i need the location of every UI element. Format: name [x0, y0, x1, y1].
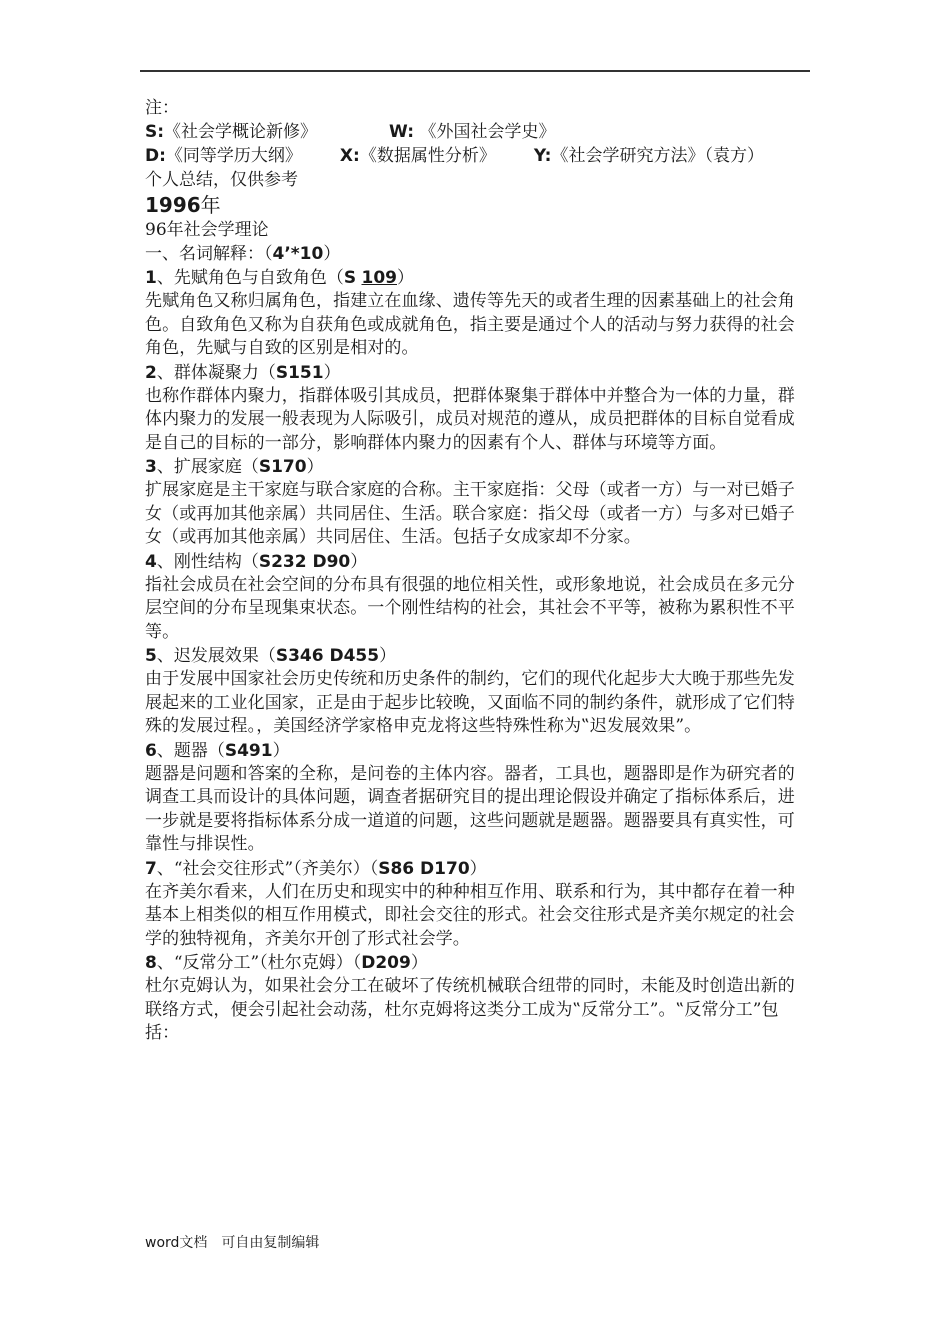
term-heading [145, 644, 810, 668]
term-number: 3 [145, 457, 157, 477]
reference-line-2 [145, 144, 810, 168]
term-title: 、题器（ [156, 740, 225, 761]
footer-note: 可自由复制编辑 [221, 1235, 320, 1251]
term-number: 6 [145, 740, 157, 761]
term-ref: S170 [258, 457, 307, 477]
year-number: 1996 [145, 193, 201, 217]
subtitle: 96年社会学理论 [145, 220, 269, 240]
page-footer [145, 1232, 319, 1252]
term-close: ） [272, 740, 290, 761]
term-ref: S151 [275, 362, 324, 383]
term-ref: S491 [224, 740, 273, 761]
ref-d-title: 《同等学历大纲》 [165, 146, 302, 166]
term-close: ） [306, 457, 324, 477]
ref-w-key: W: [389, 122, 415, 142]
ref-x-title: 《数据属性分析》 [359, 146, 496, 166]
term-close: ） [469, 858, 487, 879]
term-definition: 扩展家庭是主干家庭与联合家庭的合称。主干家庭指：父母（或者一方）与一对已婚子女（或再加其他亲属）共同居住、生活。联合家庭：指父母（或者一方）与多对已婚子女（或再加其他亲属）共同居住、生活。包括子女成家却不分家。 [145, 480, 795, 547]
term-title: 、迟发展效果（ [156, 646, 276, 666]
ref-y-title: 《社会学研究方法》（袁方） [551, 146, 764, 166]
ref-s-key: S: [145, 122, 165, 142]
term-ref: S232 D90 [258, 551, 351, 572]
header-rule [140, 70, 810, 72]
disclaimer: 个人总结，仅供参考 [145, 170, 298, 190]
term-title: 、扩展家庭（ [156, 457, 259, 477]
term-ref: S346 D455 [275, 646, 380, 666]
document-content [145, 96, 810, 1046]
term-definition: 由于发展中国家社会历史传统和历史条件的制约，它们的现代化起步大大晚于那些先发展起来的工业化国家，正是由于起步比较晚，又面临不同的制约条件，就形成了它们特殊的发展过程。，美国经济学家格申克龙将这些特殊性称为‟迟发展效果”。 [145, 669, 795, 736]
term-heading [145, 951, 810, 975]
term-heading [145, 857, 810, 881]
ref-s-title: 《社会学概论新修》 [164, 122, 318, 142]
term-definition: 指社会成员在社会空间的分布具有很强的地位相关性，或形象地说，社会成员在多元分层空间的分布呈现集束状态。一个刚性结构的社会，其社会不平等，被称为累积性不平等。 [145, 574, 795, 642]
term-heading [145, 739, 810, 763]
term-title: 、群体凝聚力（ [156, 362, 276, 383]
term-title: 、“社会交往形式”（齐美尔）（ [156, 858, 379, 879]
term-number: 7 [145, 858, 157, 879]
term-ref: S [343, 268, 357, 288]
term-definition: 题器是问题和答案的全称，是问卷的主体内容。器者，工具也，题器即是作为研究者的调查工具而设计的具体问题，调查者据研究目的提出理论假设并确定了指标体系后，进一步就是要将指标体系分成一道道的问题，这些问题就是题器。题器要具有真实性，可靠性与排误性。 [145, 763, 795, 854]
term-close: ） [350, 551, 368, 572]
ref-y-key: Y: [533, 146, 552, 166]
term-definition: 杜尔克姆认为，如果社会分工在破坏了传统机械联合纽带的同时，未能及时创造出新的联络方式，便会引起社会动荡，杜尔克姆将这类分工成为‟反常分工”。‟反常分工”包括： [145, 976, 795, 1043]
term-ref: D209 [361, 953, 411, 973]
term-close: ） [379, 646, 397, 666]
term-number: 1 [145, 268, 157, 288]
term-close: ） [410, 953, 428, 973]
ref-d-key: D: [145, 146, 166, 166]
year-heading [145, 192, 810, 218]
year-unit: 年 [200, 193, 221, 217]
term-number: 2 [145, 362, 157, 383]
term-ref: S86 D170 [378, 858, 470, 879]
term-heading [145, 361, 810, 385]
term-heading [145, 550, 810, 574]
term-title: 、“反常分工”（杜尔克姆）（ [156, 953, 362, 973]
ref-w-title: 《外国社会学史》 [419, 122, 556, 142]
term-definition: 先赋角色又称归属角色，指建立在血缘、遗传等先天的或者生理的因素基础上的社会角色。自致角色又称为自获角色或成就角色，指主要是通过个人的活动与努力获得的社会角色，先赋与自致的区别是相对的。 [145, 291, 795, 358]
ref-x-key: X: [339, 146, 360, 166]
term-ref-page: 109 [361, 268, 397, 288]
term-close: ） [397, 268, 414, 288]
section-suffix: ） [323, 244, 341, 264]
term-number: 8 [145, 953, 157, 973]
term-definition: 在齐美尔看来，人们在历史和现实中的种种相互作用、联系和行为，其中都存在着一种基本上相类似的相互作用模式，即社会交往的形式。社会交往形式是齐美尔规定的社会学的独特视角，齐美尔开创了形式社会学。 [145, 881, 795, 949]
note-label: 注： [145, 98, 179, 118]
term-close: ） [323, 362, 341, 383]
reference-line-1 [145, 120, 810, 144]
section-heading [145, 242, 810, 266]
section-score: 4’*10 [272, 244, 324, 264]
section-prefix: 一、名词解释：（ [145, 244, 273, 264]
term-number: 5 [145, 646, 157, 666]
term-title: 、刚性结构（ [156, 551, 259, 572]
term-title: 、先赋角色与自致角色（ [156, 268, 344, 288]
footer-doc-type: word文档 [145, 1235, 208, 1251]
term-heading [145, 455, 810, 479]
term-definition: 也称作群体内聚力，指群体吸引其成员，把群体聚集于群体中并整合为一体的力量，群体内聚力的发展一般表现为人际吸引，成员对规范的遵从，成员把群体的目标自觉看成是自己的目标的一部分，影响群体内聚力的因素有个人、群体与环境等方面。 [145, 385, 795, 453]
term-heading [145, 266, 810, 290]
term-number: 4 [145, 551, 157, 572]
